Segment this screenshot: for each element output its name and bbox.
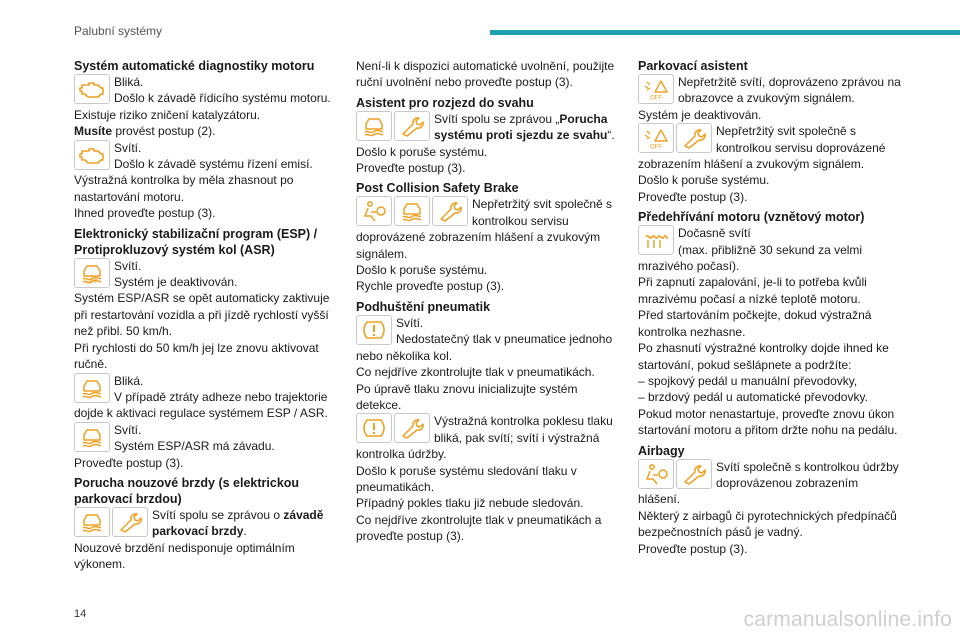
body-text: Systém ESP/ASR se opět automaticky zaktivuje při restartování vozidla a při jízdě rychlostí vyšší než přibl. 50 km/h. — [74, 291, 330, 339]
esp-off-icon — [74, 258, 110, 288]
indicator-text: Svítí. — [396, 315, 424, 330]
svg-text:OFF: OFF — [650, 95, 662, 100]
section-title: Airbagy — [638, 443, 685, 458]
engine-warning-icon — [74, 74, 110, 104]
body-text: kontrolka údržby. — [356, 447, 447, 462]
indicator-row — [356, 196, 620, 229]
section-esp-asr — [74, 226, 344, 471]
section-title: Předehřívání motoru (vznětový motor) — [638, 210, 865, 225]
indicator-row — [356, 413, 620, 446]
glow-plug-icon — [638, 225, 674, 255]
indicator-text: Svítí. — [114, 258, 142, 273]
indicator-text: Došlo k závadě systému řízení emisí. — [114, 157, 313, 172]
section-title: Porucha nouzové brzdy (s elektrickou parkovací brzdou) — [74, 475, 300, 506]
indicator-text: Svítí společně s kontrolkou údržby doprovázenou zobrazením — [716, 459, 899, 490]
section-title: Elektronický stabilizační program (ESP) / Protiprokluzový systém kol (ASR) — [74, 226, 318, 257]
section-engine-diagnostics — [74, 58, 344, 222]
park-assist-off-icon — [638, 123, 674, 153]
body-text: Před startováním počkejte, dokud výstražná kontrolka nezhasne. — [638, 308, 872, 339]
indicator-text: Nepřetržitě svítí, doprovázeno zprávou na obrazovce a zvukovým signálem. — [678, 75, 901, 106]
body-text: Nouzové brzdění nedisponuje optimálním výkonem. — [74, 540, 295, 572]
body-text: Došlo k poruše systému. — [356, 144, 488, 159]
body-text: doprovázené zobrazením hlášení a zvukovým signálem. — [356, 230, 601, 261]
indicator-row — [74, 258, 344, 291]
section-park-assist — [638, 58, 910, 205]
body-text: – spojkový pedál u manuální převodovky, — [638, 373, 858, 388]
section-title: Systém automatické diagnostiky motoru — [74, 59, 315, 73]
column-right — [638, 58, 910, 557]
body-text: Případný pokles tlaku již nebude sledován. — [356, 496, 584, 511]
page-number: 14 — [74, 608, 87, 620]
body-text: nebo několika kol. — [356, 348, 453, 363]
wrench-icon — [112, 507, 148, 537]
watermark: carmanualsonline.info — [743, 608, 952, 631]
indicator-text: Nepřetržitý svit společně s kontrolkou servisu doprovázené — [716, 124, 886, 155]
indicator-text: Svítí. — [114, 422, 142, 437]
body-text: Rychle proveďte postup (3). — [356, 279, 505, 294]
body-text: Při rychlosti do 50 km/h jej lze znovu aktivovat ručně. — [74, 340, 319, 372]
airbag-icon — [356, 196, 392, 226]
indicator-row — [74, 373, 344, 406]
body-text: Systém je deaktivován. — [638, 107, 762, 122]
indicator-row — [638, 74, 910, 107]
indicator-row — [74, 507, 344, 540]
body-text: Musíte provést postup (2). — [74, 124, 216, 139]
indicator-row — [638, 123, 910, 156]
indicator-text: Nedostatečný tlak v pneumatice jednoho — [396, 332, 613, 347]
header-title: Palubní systémy — [74, 24, 163, 38]
indicator-text: Došlo k závadě řídicího systému motoru. — [114, 91, 331, 106]
indicator-text: Nepřetržitý svit společně s kontrolkou servisu — [472, 197, 613, 228]
column-left — [74, 58, 344, 573]
svg-text:OFF: OFF — [86, 279, 98, 284]
indicator-text: Dočasně svítí — [678, 226, 751, 241]
body-text: mrazivého počasí). — [638, 259, 740, 274]
body-text: Pokud motor nenastartuje, proveďte znovu úkon startování motoru a přitom držte nohu na pedálu. — [638, 406, 898, 438]
indicator-text: Výstražná kontrolka poklesu tlaku bliká, pak svítí; svítí i výstražná — [434, 414, 613, 445]
section-post-collision-brake — [356, 180, 620, 294]
indicator-text: Svítí spolu se zprávou o závadě parkovací brzdy. — [152, 507, 324, 539]
section-hill-start-assist — [356, 95, 620, 177]
indicator-row — [638, 225, 910, 258]
svg-text:OFF: OFF — [650, 144, 662, 150]
body-text: Po zhasnutí výstražné kontrolky dojde ihned ke startování, pokud sešlápnete a podržíte: — [638, 341, 889, 372]
body-text: Proveďte postup (3). — [74, 455, 184, 470]
body-text: Není-li k dispozici automatické uvolnění, použijte ruční uvolnění nebo proveďte postup (3). — [356, 59, 615, 90]
indicator-text: V případě ztráty adheze nebo trajektorie — [114, 389, 328, 404]
section-title: Parkovací asistent — [638, 59, 748, 73]
wrench-icon — [394, 111, 430, 141]
indicator-text: Bliká. — [114, 75, 144, 89]
section-emergency-brake — [74, 475, 344, 573]
body-text: Došlo k poruše systému. — [638, 173, 770, 188]
body-text: Existuje riziko zničení katalyzátoru. — [74, 107, 261, 122]
body-text: Co nejdříve zkontrolujte tlak v pneumatikách a proveďte postup (3). — [356, 512, 602, 544]
wrench-icon — [676, 123, 712, 153]
indicator-text: Systém ESP/ASR má závadu. — [114, 439, 275, 454]
indicator-row — [74, 422, 344, 455]
body-text: dojde k aktivaci regulace systémem ESP / ASR. — [74, 406, 328, 421]
esp-skid-icon — [394, 196, 430, 226]
indicator-text: Svítí spolu se zprávou „Porucha systému proti sjezdu ze svahu“. — [434, 111, 615, 143]
indicator-text: Systém je deaktivován. — [114, 275, 238, 290]
tyre-pressure-icon — [356, 315, 392, 345]
column-middle — [356, 58, 620, 545]
body-text: Ihned proveďte postup (3). — [74, 206, 216, 221]
body-text: Došlo k poruše systému. — [356, 263, 488, 278]
tyre-pressure-icon — [356, 413, 392, 443]
section-engine-preheating — [638, 209, 910, 438]
wrench-icon — [676, 459, 712, 489]
body-text: Proveďte postup (3). — [638, 541, 748, 556]
section-title: Asistent pro rozjezd do svahu — [356, 95, 534, 110]
section-tyre-pressure — [356, 299, 620, 545]
body-text: Některý z airbagů či pyrotechnických předpínačů bezpečnostních pásů je vadný. — [638, 508, 897, 540]
header-accent-bar — [490, 30, 960, 35]
body-text: hlášení. — [638, 492, 681, 507]
indicator-row — [74, 140, 344, 173]
body-text: Došlo k poruše systému sledování tlaku v pneumatikách. — [356, 463, 577, 494]
body-text: Proveďte postup (3). — [638, 189, 748, 204]
body-text: Výstražná kontrolka by měla zhasnout po nastartování motoru. — [74, 173, 294, 204]
body-text: Co nejdříve zkontrolujte tlak v pneumatikách. — [356, 365, 595, 380]
park-assist-off-icon — [638, 74, 674, 104]
body-text: – brzdový pedál u automatické převodovky. — [638, 390, 868, 405]
indicator-text: Bliká. — [114, 373, 144, 388]
indicator-text: Svítí. — [114, 140, 142, 155]
esp-skid-icon — [74, 422, 110, 452]
body-text: Při zapnutí zapalování, je-li to potřeba kvůli mrazivému počasí a nízké teplotě motoru. — [638, 275, 867, 306]
section-title: Podhuštění pneumatik — [356, 299, 491, 314]
section-airbags — [638, 443, 910, 557]
body-text: zobrazením hlášení a zvukovým signálem. — [638, 157, 865, 172]
body-text: Proveďte postup (3). — [356, 161, 466, 176]
indicator-text: (max. přibližně 30 sekund za velmi — [678, 242, 863, 257]
engine-warning-icon — [74, 140, 110, 170]
esp-skid-icon — [74, 507, 110, 537]
indicator-row — [74, 74, 344, 107]
wrench-icon — [432, 196, 468, 226]
body-text: Po úpravě tlaku znovu inicializujte systém detekce. — [356, 381, 578, 412]
indicator-row — [356, 315, 620, 348]
wrench-icon — [394, 413, 430, 443]
indicator-row — [638, 459, 910, 492]
esp-skid-icon — [74, 373, 110, 403]
esp-skid-icon — [356, 111, 392, 141]
indicator-row — [356, 111, 620, 144]
section-title: Post Collision Safety Brake — [356, 181, 519, 196]
airbag-icon — [638, 459, 674, 489]
